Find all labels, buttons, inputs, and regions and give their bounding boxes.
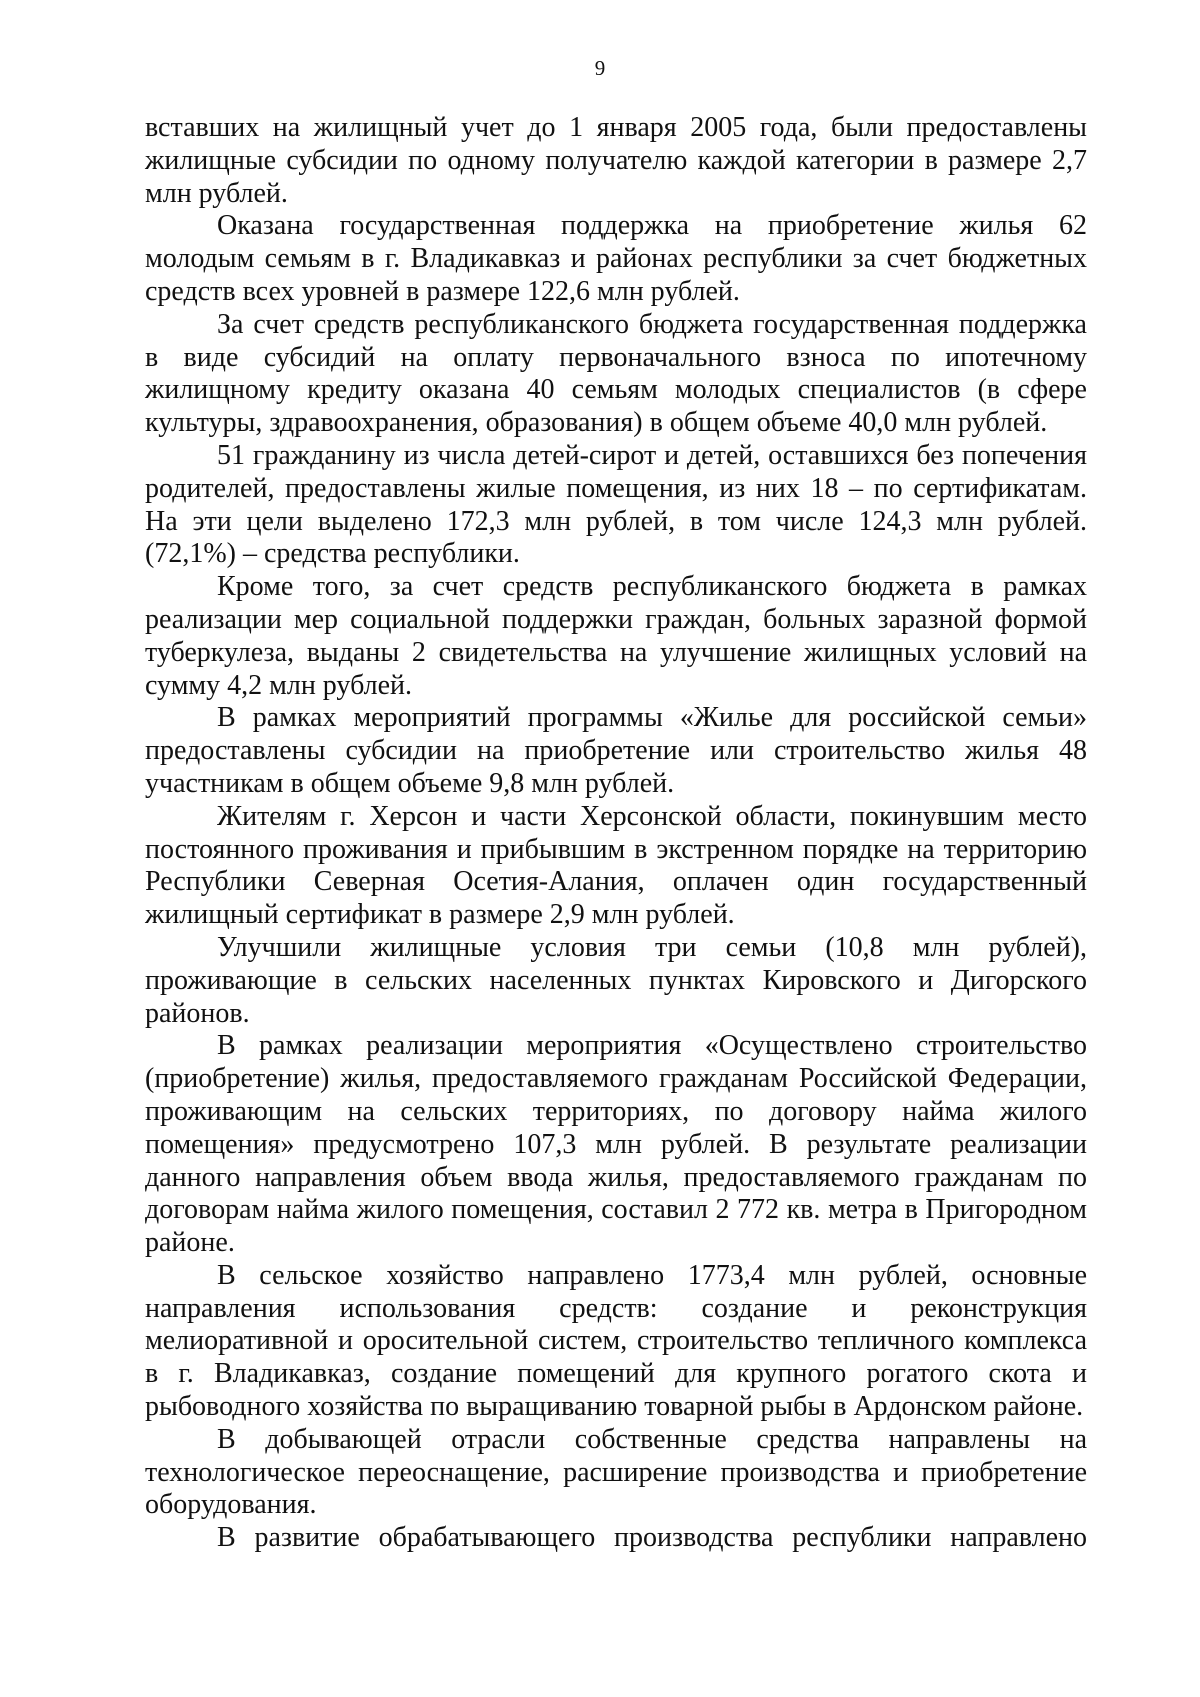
paragraph: Улучшили жилищные условия три семьи (10,8 млн рублей), проживающие в сельских населенных пунктах Кировского и Дигорского районов.	[145, 931, 1087, 1029]
paragraph: За счет средств республиканского бюджета государственная поддержка в виде субсидий на оплату первоначального взноса по ипотечному жилищному кредиту оказана 40 семьям молодых специалистов (в сфере культуры, здравоохранения, образования) в общем объеме 40,0 млн рублей.	[145, 308, 1087, 439]
document-body	[145, 112, 1087, 1555]
paragraph-continues-next-page: В развитие обрабатывающего производства республики направлено	[217, 1522, 1087, 1554]
paragraph: В рамках реализации мероприятия «Осуществлено строительство (приобретение) жилья, предоставляемого гражданам Российской Федерации, проживающим на сельских территориях, по договору найма жилого помещения» предусмотрено 107,3 млн рублей. В результате реализации данного направления объем ввода жилья, предоставляемого гражданам по договорам найма жилого помещения, составил 2 772 кв. метра в Пригородном районе.	[145, 1030, 1087, 1259]
paragraph: В сельское хозяйство направлено 1773,4 млн рублей, основные направления использования средств: создание и реконструкция мелиоративной и оросительной систем, строительство тепличного комплекса в г. Владикавказ, создание помещений для крупного рогатого скота и рыбоводного хозяйства по выращиванию товарной рыбы в Ардонском районе.	[145, 1259, 1087, 1423]
paragraph: Жителям г. Херсон и части Херсонской области, покинувшим место постоянного проживания и прибывшим в экстренном порядке на территорию Республики Северная Осетия-Алания, оплачен один государственный жилищный сертификат в размере 2,9 млн рублей.	[145, 800, 1087, 931]
paragraph: В рамках мероприятий программы «Жилье для российской семьи» предоставлены субсидии на приобретение или строительство жилья 48 участникам в общем объеме 9,8 млн рублей.	[145, 702, 1087, 799]
paragraph: 51 гражданину из числа детей-сирот и детей, оставшихся без попечения родителей, предоставлены жилые помещения, из них 18 – по сертификатам. На эти цели выделено 172,3 млн рублей, в том числе 124,3 млн рублей. (72,1%) – средства республики.	[145, 439, 1087, 570]
paragraph-continuation: вставших на жилищный учет до 1 января 2005 года, были предоставлены жилищные субсидии по одному получателю каждой категории в размере 2,7 млн рублей.	[145, 112, 1087, 209]
page-number: 9	[594, 56, 606, 80]
paragraph: Кроме того, за счет средств республиканского бюджета в рамках реализации мер социальной поддержки граждан, больных заразной формой туберкулеза, выданы 2 свидетельства на улучшение жилищных условий на сумму 4,2 млн рублей.	[145, 571, 1087, 701]
paragraph: Оказана государственная поддержка на приобретение жилья 62 молодым семьям в г. Владикавказ и районах республики за счет бюджетных средств всех уровней в размере 122,6 млн рублей.	[145, 210, 1087, 307]
paragraph: В добывающей отрасли собственные средства направлены на технологическое переоснащение, расширение производства и приобретение оборудования.	[145, 1423, 1087, 1521]
